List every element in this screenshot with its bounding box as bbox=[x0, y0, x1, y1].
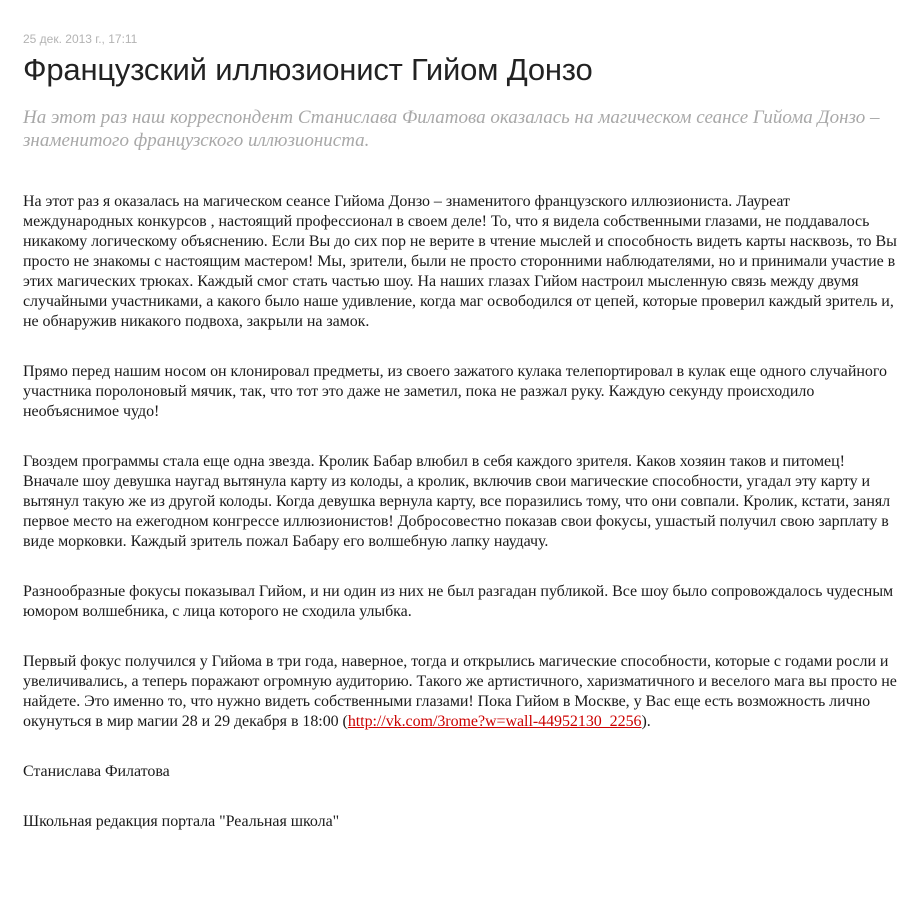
article-paragraph-4: Разнообразные фокусы показывал Гийом, и ни один из них не был разгадан публикой. Все шоу было сопровождалось чудесным юмором волшебника, с лица которого не сходила улыбка. bbox=[23, 583, 894, 620]
article-paragraph-2: Прямо перед нашим носом он клонировал предметы, из своего зажатого кулака телепортировал в кулак еще одного случайного участника поролоновый мячик, так, что тот это даже не заметил, пока не разжал руку. Каждую секунду происходило необъяснимое чудо! bbox=[23, 363, 887, 420]
editorial-signature: Школьная редакция портала "Реальная школа" bbox=[23, 813, 340, 830]
paragraph-5-tail: ). bbox=[641, 713, 651, 730]
article-title: Французский иллюзионист Гийом Донзо bbox=[23, 52, 593, 87]
article-lead: На этот раз наш корреспондент Станислава Филатова оказалась на магическом сеансе Гийома Донзо – знаменитого французского иллюзиониста. bbox=[23, 107, 880, 151]
article-paragraph-1: На этот раз я оказалась на магическом сеансе Гийома Донзо – знаменитого французского иллюзиониста. Лауреат международных конкурсов , настоящий профессионал в своем деле! То, что я видела собственными глазами, не поддавалось никакому логическому объяснению. Если Вы до сих пор не верите в чтение мыслей и способность видеть карты насквозь, то Вы просто не знакомы с настоящим мастером! Мы, зрители, были не просто сторонними наблюдателями, но и принимали участие в этих магических трюках. Каждый смог стать частью шоу. На наших глазах Гийом настроил мысленную связь между двумя случайными участниками, а какого было наше удивление, когда маг освободился от цепей, которые проверил каждый зритель и, не обнаружив никакого подвоха, закрыли на замок. bbox=[23, 193, 897, 330]
paragraph-5-text: Первый фокус получился у Гийома в три года, наверное, тогда и открылись магические способности, которые с годами росли и увеличивались, а теперь поражают огромную аудиторию. Такого же артистичного, харизматичного и веселого мага вы просто не найдете. Это именно то, что нужно видеть собственными глазами! Пока Гийом в Москве, у Вас еще есть возможность лично окунуться в мир магии 28 и 29 декабря в 18:00 ( bbox=[23, 653, 897, 730]
article-paragraph-5 bbox=[23, 652, 899, 732]
author-name: Станислава Филатова bbox=[23, 763, 170, 780]
article bbox=[23, 30, 899, 832]
publish-date: 25 дек. 2013 г., 17:11 bbox=[23, 32, 138, 46]
article-paragraph-3: Гвоздем программы стала еще одна звезда. Кролик Бабар влюбил в себя каждого зрителя. Каков хозяин таков и питомец! Вначале шоу девушка наугад вытянула карту из колоды, а кролик, включив свои магические способности, угадал эту карту и вытянул такую же из другой колоды. Когда девушка вернула карту, все поразились тому, что они совпали. Кролик, кстати, занял первое место на ежегодном конгрессе иллюзионистов! Добросовестно показав свои фокусы, ушастый получил свою зарплату в виде морковки. Каждый зритель пожал Бабару его волшебную лапку наудачу. bbox=[23, 453, 891, 550]
vk-event-link[interactable]: http://vk.com/3rome?w=wall-44952130_2256 bbox=[347, 713, 642, 730]
